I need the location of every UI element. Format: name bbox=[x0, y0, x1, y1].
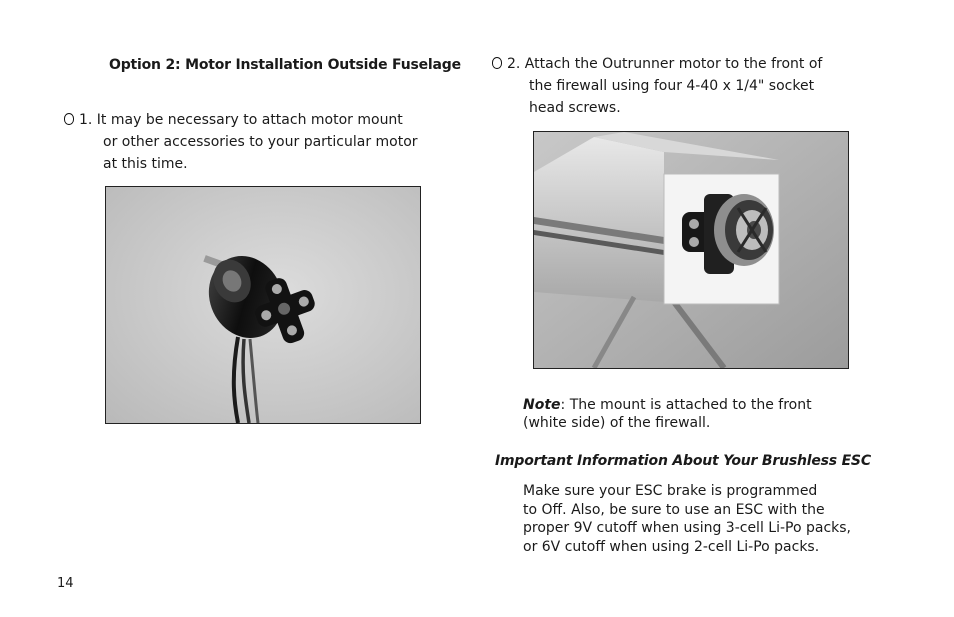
esc-paragraph bbox=[523, 482, 851, 556]
motor-on-firewall-photo-icon bbox=[534, 132, 848, 368]
esc-line-1: Make sure your ESC brake is programmed bbox=[523, 483, 818, 499]
step-1-line-1: 1. It may be necessary to attach motor mount bbox=[79, 112, 403, 128]
checkbox-icon[interactable] bbox=[64, 113, 74, 125]
checkbox-icon[interactable] bbox=[492, 57, 502, 69]
step-2-line-3: head screws. bbox=[529, 100, 621, 116]
step-1 bbox=[64, 109, 418, 175]
step-1-line-3: at this time. bbox=[103, 156, 188, 172]
esc-line-4: or 6V cutoff when using 2-cell Li-Po packs. bbox=[523, 538, 820, 555]
esc-line-3: proper 9V cutoff when using 3-cell Li-Po packs, bbox=[523, 520, 852, 536]
motor-with-mount-photo-icon bbox=[106, 187, 420, 423]
step-1-line-2: or other accessories to your particular motor bbox=[103, 134, 418, 150]
note-label: Note bbox=[523, 397, 561, 413]
note-text: : The mount is attached to the front (white side) of the firewall. bbox=[523, 397, 812, 431]
step-2-line-1: 2. Attach the Outrunner motor to the front of bbox=[507, 56, 823, 72]
important-heading: Important Information About Your Brushless ESC bbox=[495, 453, 871, 469]
note bbox=[523, 396, 853, 432]
step-2 bbox=[492, 53, 822, 119]
section-heading: Option 2: Motor Installation Outside Fuselage bbox=[109, 57, 461, 73]
page-number: 14 bbox=[57, 576, 74, 591]
firewall-photo bbox=[533, 131, 849, 369]
motor-mount-photo bbox=[105, 186, 421, 424]
step-2-line-2: the firewall using four 4-40 x 1/4" socket bbox=[529, 78, 815, 94]
esc-line-2: to Off. Also, be sure to use an ESC with the bbox=[523, 501, 825, 518]
